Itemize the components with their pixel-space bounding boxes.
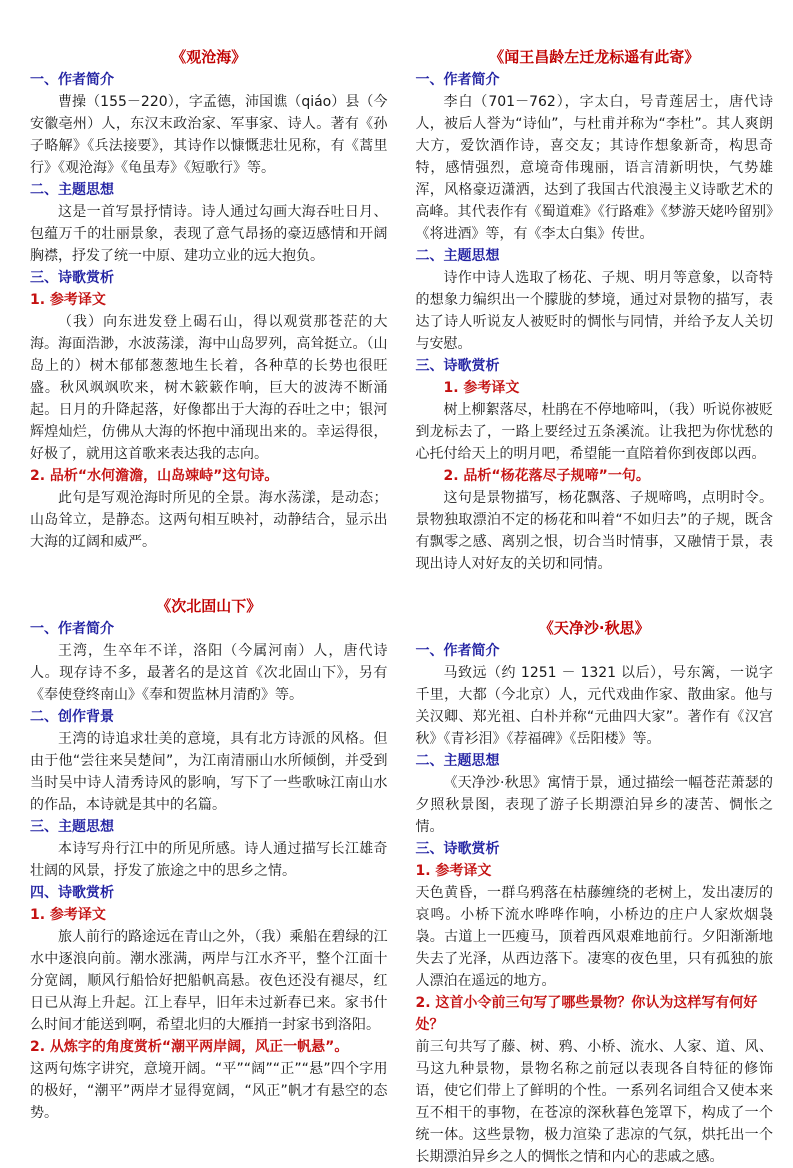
body-paragraph: 李白（701－762），字太白，号青莲居士，唐代诗人，被后人誉为“诗仙”，与杜甫并称为“李杜”。其人爽朗大方，爱饮酒作诗，喜交友；其诗作想象新奇，构思奇特，感情强烈，意境奇伟瑰丽，语言清新明快，气势雄浑，风格豪迈潇洒，达到了我国古代浪漫主义诗歌艺术的高峰。其代表作有《蜀道难》《行路难》《梦游天姥吟留别》《将进酒》等，有《李太白集》传世。 (415, 94, 773, 242)
body-paragraph: 前三句共写了藤、树、鸦、小桥、流水、人家、道、风、马这九种景物，景物名称之前冠以表现各自特征的修饰语，使它们带上了鲜明的个性。一系列名词组合又使本来互不相干的事物，在苍凉的深秋暮色笼罩下，构成了一个统一体。这些景物，极力渲染了悲凉的气氛，烘托出一个长期漂泊异乡之人的惆怅之情和内心的悲戚之感。 (415, 1039, 773, 1165)
body-paragraph: 王湾的诗追求壮美的意境，具有北方诗派的风格。但由于他“尝往来吴楚间”，为江南清丽山水所倾倒，并受到当时吴中诗人清秀诗风的影响，写下了一些歌咏江南山水的作品，本诗就是其中的名篇。 (30, 731, 388, 813)
section-heading: 一、作者简介 (30, 621, 114, 637)
section-heading: 三、诗歌赏析 (30, 270, 114, 286)
body-paragraph: （我）向东进发登上碣石山，得以观赏那苍茫的大海。海面浩渺，水波荡漾，海中山岛罗列，高耸挺立。（山岛上的）树木郁郁葱葱地生长着，各种草的长势也很旺盛。秋风飒飒吹来，树木簌簌作响，巨大的波涛不断涌起。日月的升降起落，好像都出于大海的吞吐之中；银河辉煌灿烂，仿佛从大海的怀抱中涌现出来的。幸运得很，好极了，就用这首歌来表达我的志向。 (30, 314, 388, 462)
poem-section (416, 46, 774, 575)
analysis-subheading: 2. 这首小令前三句写了哪些景物？你认为这样写有何好处？ (415, 995, 758, 1033)
body-paragraph: 这两句炼字讲究，意境开阔。“平”“阔”“正”“悬”四个字用的极好，“潮平”两岸才显得宽阔，“风正”帆才有悬空的态势。 (30, 1061, 388, 1121)
body-paragraph: 树上柳絮落尽，杜鹃在不停地啼叫，（我）听说你被贬到龙标去了，一路上要经过五条溪流。让我把为你忧愁的心托付给天上的明月吧，希望能一直陪着你到夜郎以西。 (415, 402, 773, 462)
body-paragraph: 《天净沙·秋思》寓情于景，通过描绘一幅苍茫萧瑟的夕照秋景图，表现了游子长期漂泊异乡的凄苦、惆怅之情。 (415, 775, 773, 835)
right-column (415, 46, 774, 1165)
analysis-subheading: 2. 品析“杨花落尽子规啼”一句。 (443, 468, 650, 484)
analysis-subheading: 2. 从炼字的角度赏析“潮平两岸阔，风正一帆悬”。 (30, 1039, 349, 1055)
left-column (30, 46, 388, 1122)
section-heading: 三、主题思想 (30, 819, 114, 835)
body-paragraph: 王湾，生卒年不详，洛阳（今属河南）人，唐代诗人。现存诗不多，最著名的是这首《次北固山下》，另有《奉使登终南山》《奉和贺监林月清酌》等。 (30, 643, 388, 703)
poem-title: 《天净沙·秋思》 (538, 619, 650, 637)
analysis-subheading: 1. 参考译文 (415, 863, 492, 879)
analysis-subheading: 1. 参考译文 (30, 907, 106, 923)
poem-section (30, 46, 388, 553)
poem-title: 《次北固山下》 (156, 597, 262, 615)
analysis-subheading: 1. 参考译文 (30, 292, 106, 308)
section-heading: 二、主题思想 (30, 182, 114, 198)
analysis-subheading: 1. 参考译文 (443, 380, 520, 396)
body-paragraph: 曹操（155－220），字孟德，沛国谯（qiáo）县（今安徽亳州）人，东汉末政治家、军事家、诗人。著有《孙子略解》《兵法接要》，其诗作以慷慨悲壮见称，有《蒿里行》《观沧海》《龟虽寿》《短歌行》等。 (30, 94, 388, 176)
section-heading: 三、诗歌赏析 (415, 358, 500, 374)
body-paragraph: 这是一首写景抒情诗。诗人通过勾画大海吞吐日月、包蕴万千的壮丽景象，表现了意气昂扬的豪迈感情和开阔胸襟，抒发了统一中原、建功立业的远大抱负。 (30, 204, 388, 264)
body-paragraph: 此句是写观沧海时所见的全景。海水荡漾，是动态；山岛耸立，是静态。这两句相互映衬，动静结合，显示出大海的辽阔和威严。 (30, 490, 388, 550)
body-paragraph: 本诗写舟行江中的所见所感。诗人通过描写长江雄奇壮阔的风景，抒发了旅途之中的思乡之情。 (30, 841, 388, 879)
section-heading: 一、作者简介 (415, 643, 500, 659)
section-heading: 三、诗歌赏析 (415, 841, 500, 857)
section-heading: 二、主题思想 (415, 248, 500, 264)
analysis-subheading: 2. 品析“水何澹澹，山岛竦峙”这句诗。 (30, 468, 279, 484)
poem-title: 《闻王昌龄左迁龙标遥有此寄》 (489, 48, 700, 66)
body-paragraph: 旅人前行的路途远在青山之外，（我）乘船在碧绿的江水中逐浪向前。潮水涨满，两岸与江水齐平，整个江面十分宽阔，顺风行船恰好把船帆高悬。夜色还没有褪尽，红日已从海上升起。江上春早，旧年未过新春已来。家书什么时间才能送到啊，希望北归的大雁捎一封家书到洛阳。 (30, 929, 388, 1033)
poem-section (416, 617, 774, 1168)
body-paragraph: 天色黄昏，一群乌鸦落在枯藤缠绕的老树上，发出凄厉的哀鸣。小桥下流水哗哗作响，小桥边的庄户人家炊烟袅袅。古道上一匹瘦马，顶着西风艰难地前行。夕阳渐渐地失去了光泽，从西边落下。凄寒的夜色里，只有孤独的旅人漂泊在遥远的地方。 (415, 885, 773, 989)
section-heading: 一、作者简介 (415, 72, 500, 88)
body-paragraph: 诗作中诗人选取了杨花、子规、明月等意象，以奇特的想象力编织出一个朦胧的梦境，通过对景物的描写，表达了诗人听说友人被贬时的惆怅与同情，并给予友人关切与安慰。 (415, 270, 773, 352)
section-heading: 一、作者简介 (30, 72, 114, 88)
section-heading: 二、主题思想 (415, 753, 500, 769)
body-paragraph: 这句是景物描写，杨花飘落、子规啼鸣，点明时令。景物独取漂泊不定的杨花和叫着“不如归去”的子规，既含有飘零之感、离别之恨，切合当时情事，又融情于景，表现出诗人对好友的关切和同情。 (415, 490, 773, 572)
section-heading: 二、创作背景 (30, 709, 114, 725)
poem-section (30, 595, 388, 1124)
body-paragraph: 马致远（约 1251 － 1321 以后），号东篱，一说字千里，大都（今北京）人，元代戏曲作家、散曲家。他与关汉卿、郑光祖、白朴并称“元曲四大家”。著作有《汉宫秋》《青衫泪》《荐福碑》《岳阳楼》等。 (415, 665, 773, 747)
poem-title: 《观沧海》 (171, 48, 247, 66)
section-heading: 四、诗歌赏析 (30, 885, 114, 901)
